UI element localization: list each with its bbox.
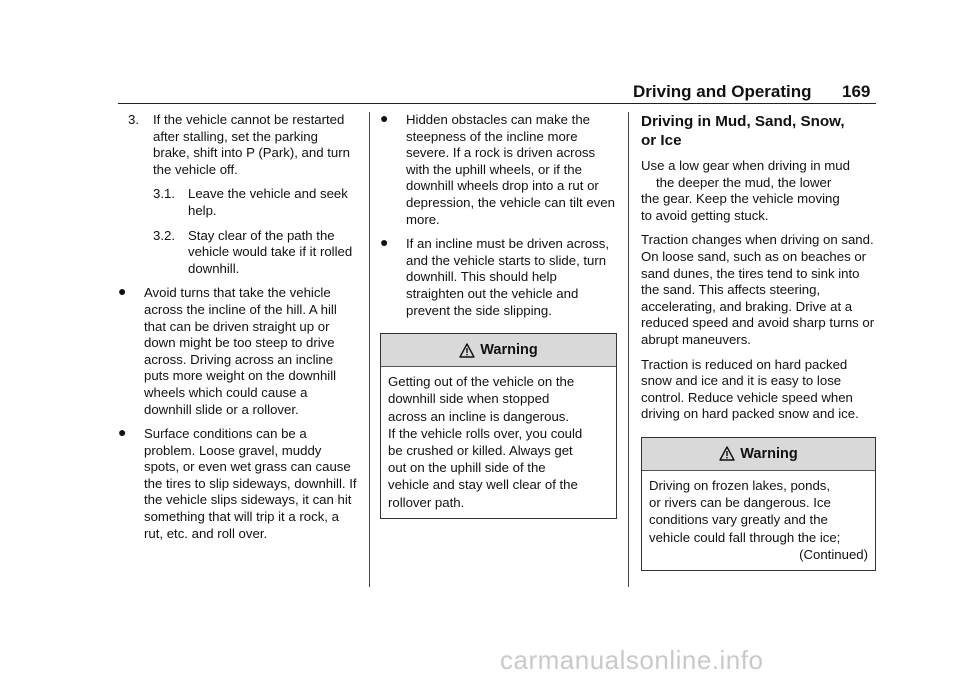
warning-triangle-icon	[459, 343, 475, 358]
middle-column	[380, 112, 617, 519]
bullet-text: If an incline must be driven across, and the vehicle starts to slide, turn downhill. This should help straighten out the vehicle and prevent the side slipping.	[406, 236, 610, 318]
item-text: If the vehicle cannot be restarted after stalling, set the parking brake, shift into P (Park), and turn the vehicle off.	[153, 112, 350, 177]
item-number: 3.	[128, 112, 139, 127]
subitem-number: 3.1.	[153, 186, 175, 202]
warning-line: downhill side when stopped	[388, 391, 550, 407]
warning-header	[381, 334, 616, 367]
bullet-icon: ●	[118, 424, 127, 441]
bullet-item	[380, 236, 617, 319]
continued-label: (Continued)	[799, 546, 868, 562]
header-rule	[118, 103, 876, 104]
right-column	[641, 112, 876, 571]
numbered-item-3	[118, 112, 358, 178]
paragraph-intro	[641, 158, 876, 224]
paragraph-sand: Traction changes when driving on sand. On loose sand, such as on beaches or sand dunes, the tires tend to sink into the sand. This affects steering, accelerating, and braking. Drive at a reduced speed and avoid sharp turns or abrupt maneuvers.	[641, 232, 875, 347]
section-title: Driving and Operating	[633, 82, 812, 101]
page-header	[0, 0, 960, 110]
warning-title: Warning	[740, 445, 798, 462]
subitem-number: 3.2.	[153, 227, 175, 243]
bullet-item	[380, 112, 617, 228]
warning-line: be crushed or killed. Always get	[388, 442, 573, 458]
warning-box	[380, 333, 617, 519]
warning-line: out on the uphill side of the	[388, 460, 546, 476]
warning-line: vehicle and stay well clear of the	[388, 477, 578, 493]
bullet-text: Hidden obstacles can make the steepness of the incline more severe. If a rock is driven across with the uphill wheels, or if the downhill wheels drop into a rut or depression, the vehicle can tilt even more.	[406, 112, 615, 227]
warning-line: vehicle could fall through the ice;	[649, 529, 841, 545]
paragraph-snow: Traction is reduced on hard packed snow and ice and it is easy to lose control. Reduce vehicle speed when driving on hard packed snow and ice.	[641, 356, 859, 422]
bullet-icon: ●	[380, 234, 389, 251]
paragraph-line: the deeper the mud, the lower	[656, 174, 832, 190]
warning-line: rollover path.	[388, 494, 465, 510]
page-number: 169	[842, 82, 871, 101]
warning-line: Getting out of the vehicle on the	[388, 374, 575, 390]
subitem-3-2	[118, 228, 358, 278]
warning-line: If the vehicle rolls over, you could	[388, 425, 583, 441]
warning-line: or rivers can be dangerous. Ice	[649, 495, 831, 511]
left-column	[118, 112, 358, 550]
subitem-text: Stay clear of the path the vehicle would take if it rolled downhill.	[188, 227, 353, 276]
section-heading	[641, 112, 876, 150]
warning-triangle-icon	[719, 446, 735, 461]
bullet-text: Avoid turns that take the vehicle across the incline of the hill. A hill that can be driven straight up or down might be too steep to drive across. Driving across an incline puts more weight on the downhill wheels which could cause a downhill slide or a rollover.	[144, 285, 337, 417]
bullet-item	[118, 426, 358, 542]
bullet-icon: ●	[380, 110, 389, 126]
warning-header	[642, 438, 875, 471]
column-divider-left	[369, 112, 370, 587]
bullet-icon: ●	[118, 283, 127, 300]
warning-line: conditions vary greatly and the	[649, 512, 828, 528]
subitem-3-1	[118, 186, 358, 219]
subitem-text: Leave the vehicle and seek help.	[188, 186, 348, 218]
warning-body	[642, 471, 875, 570]
watermark-text: carmanualsonline.info	[500, 645, 764, 675]
warning-body	[381, 367, 616, 518]
column-divider-right	[628, 112, 629, 587]
paragraph-line: to avoid getting stuck.	[641, 207, 769, 223]
warning-box	[641, 437, 876, 571]
heading-line: or Ice	[641, 132, 682, 149]
paragraph-line: the gear. Keep the vehicle moving	[641, 191, 840, 207]
warning-line: across an incline is dangerous.	[388, 408, 570, 424]
paragraph-line: Use a low gear when driving in mud	[641, 158, 850, 173]
warning-title: Warning	[480, 341, 538, 358]
bullet-text: Surface conditions can be a problem. Loose gravel, muddy spots, or even wet grass can cause the tires to slip sideways, downhill. If the vehicle slips sideways, it can hit something that will trip it a rock, a rut, etc. and roll over.	[144, 426, 357, 541]
warning-line: Driving on frozen lakes, ponds,	[649, 477, 831, 493]
bullet-item	[118, 285, 358, 418]
heading-line: Driving in Mud, Sand, Snow,	[641, 113, 845, 130]
